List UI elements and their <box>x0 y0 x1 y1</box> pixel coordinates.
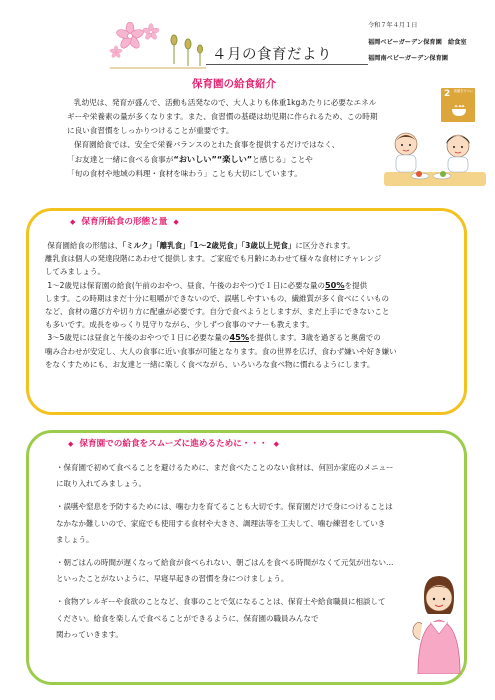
body-line: に取り入れてみましょう。 <box>56 479 146 489</box>
body-line: します。この時期はまだ十分に咀嚼ができないので、誤嚥しやすいもの、繊維質が多く食べにくいもの <box>45 293 389 303</box>
body-line: ・誤嚥や窒息を予防するためには、噛む力を育てることも大切です。保育園だけで身につけることは <box>56 502 393 512</box>
body-line: といったことがないように、早寝早起きの習慣を身につけましょう。 <box>56 574 289 584</box>
sdg-goal-2-badge <box>441 88 475 122</box>
issue-date: 令和７年４月１日 <box>368 22 418 29</box>
bowl-icon <box>450 102 468 118</box>
flower-decoration-icon <box>108 22 208 72</box>
intro-paragraph-2 <box>67 138 339 181</box>
nutritionist-illustration-icon <box>410 574 468 674</box>
body-line: をなくすためにも、お友達と一緒に楽しく食べながら、いろいろな食べ物に慣れるようにします。 <box>45 359 375 369</box>
section-1-title: 保育所給食の形態と量 <box>81 217 168 227</box>
section-1-heading <box>70 215 179 227</box>
organization-name-2: 福岡南ベビーガーデン保育園 <box>368 55 448 62</box>
diamond-icon: ◆ <box>70 218 76 226</box>
body-line: も多いです。成長をゆっくり見守りながら、少しずつ食事のマナーも教えます。 <box>45 320 314 330</box>
body-line: ・保育園で初めて食べることを避けるために、まだ食べたことのない食材は、何回か家庭のメニュー <box>56 463 394 472</box>
body-line: してみましょう。 <box>45 267 105 277</box>
text-span: 「お友達と一緒に食べる食事が <box>67 155 174 164</box>
sdg-number: 2 <box>444 89 451 99</box>
bold-text: 「ミルク」「離乳食」「1～2歳児食」「3歳以上児食」 <box>122 241 296 250</box>
organization-name-1: 福岡ベビーガーデン保育園 給食室 <box>368 39 467 46</box>
children-eating-illustration-icon <box>384 128 486 190</box>
spacer <box>56 587 394 594</box>
percent-highlight: 50% <box>324 279 345 290</box>
text-span: 1～2歳児は保育園の給食(午前のおやつ、昼食、午後のおやつ)で１日に必要な量の <box>47 280 325 290</box>
intro-line: ギーや栄養素の量が多くなります。また、食習慣の基礎は幼児期に作られるため、この時期 <box>67 112 378 121</box>
intro-paragraph <box>67 96 378 138</box>
body-line: ましょう。 <box>56 534 94 544</box>
section-subtitle: 保育園の給食紹介 <box>192 78 276 90</box>
diamond-icon: ◆ <box>273 440 279 448</box>
body-line: ください。給食を楽しんで食べることができるように、保育園の職員みんなで <box>56 613 319 623</box>
body-line <box>45 279 397 292</box>
intro-line <box>67 152 339 167</box>
text-span: を提供 <box>344 280 368 290</box>
body-line: 離乳食は個人の発達段階にあわせて提供します。ご家庭でも月齢にあわせて様々な食材にチャレンジ <box>45 254 382 264</box>
diamond-icon: ◆ <box>173 218 179 226</box>
body-line: など、食材の選び方や切り方に配慮が必要です。自分で食べようとしますが、まだ上手にできないこと <box>45 307 390 317</box>
body-line <box>45 239 397 252</box>
intro-line: 保育園給食では、安全で栄養バランスのとれた食事を提供するだけではなく、 <box>74 140 340 149</box>
section-2-heading <box>68 437 279 449</box>
spacer <box>56 548 394 555</box>
body-line: なかなか難しいので、家庭でも使用する食材や大きさ、調理法等を工夫して、噛む練習をしていき <box>56 518 386 528</box>
body-line: ・食物アレルギーや食欲のことなど、食事のことで気になることは、保育士や給食職員に相談して <box>56 597 386 607</box>
percent-highlight: 45% <box>229 332 250 343</box>
text-span: 3～5歳児には昼食と午後のおやつで１日に必要な量の <box>47 333 230 343</box>
spacer <box>56 492 394 499</box>
text-span: に区分されます。 <box>295 241 355 250</box>
intro-line: 乳幼児は、発育が盛んで、活動も活発なので、大人よりも体重1kgあたりに必要なエネル <box>74 98 377 107</box>
diamond-icon: ◆ <box>68 440 74 448</box>
body-line: 関わっていきます。 <box>56 629 123 639</box>
body-line: ・朝ごはんの時間が遅くなって給食が食べられない、朝ごはんを食べる時間がなくて元気が出ない… <box>56 558 394 568</box>
intro-line: 「旬の食材や地域の料理・食材を味わう」ことも大切にしています。 <box>67 169 302 178</box>
body-line <box>45 331 397 344</box>
title-underline <box>206 39 368 65</box>
text-span: 保育園給食の形態は、 <box>47 241 123 250</box>
text-span: と感じる」ことや <box>252 155 313 164</box>
text-span: を提供します。3歳を過ぎると奥歯での <box>249 333 381 343</box>
section-2-body <box>56 460 394 643</box>
section-1-body <box>45 239 397 371</box>
intro-line: に良い食習慣をしっかりつけることが重要です。 <box>67 126 234 135</box>
emphasis-text: “おいしい”“楽しい” <box>173 154 253 164</box>
sdg-label: 飢餓をゼロに <box>454 89 474 93</box>
section-2-title: 保育園での給食をスムーズに進めるために・・・ <box>79 439 268 449</box>
newsletter-title: ４月の食育だより <box>212 47 332 63</box>
body-line: 噛み合わせが安定し、大人の食事に近い食事が可能となります。食の世界を広げ、食わず嫌いや好き嫌い <box>45 346 397 356</box>
